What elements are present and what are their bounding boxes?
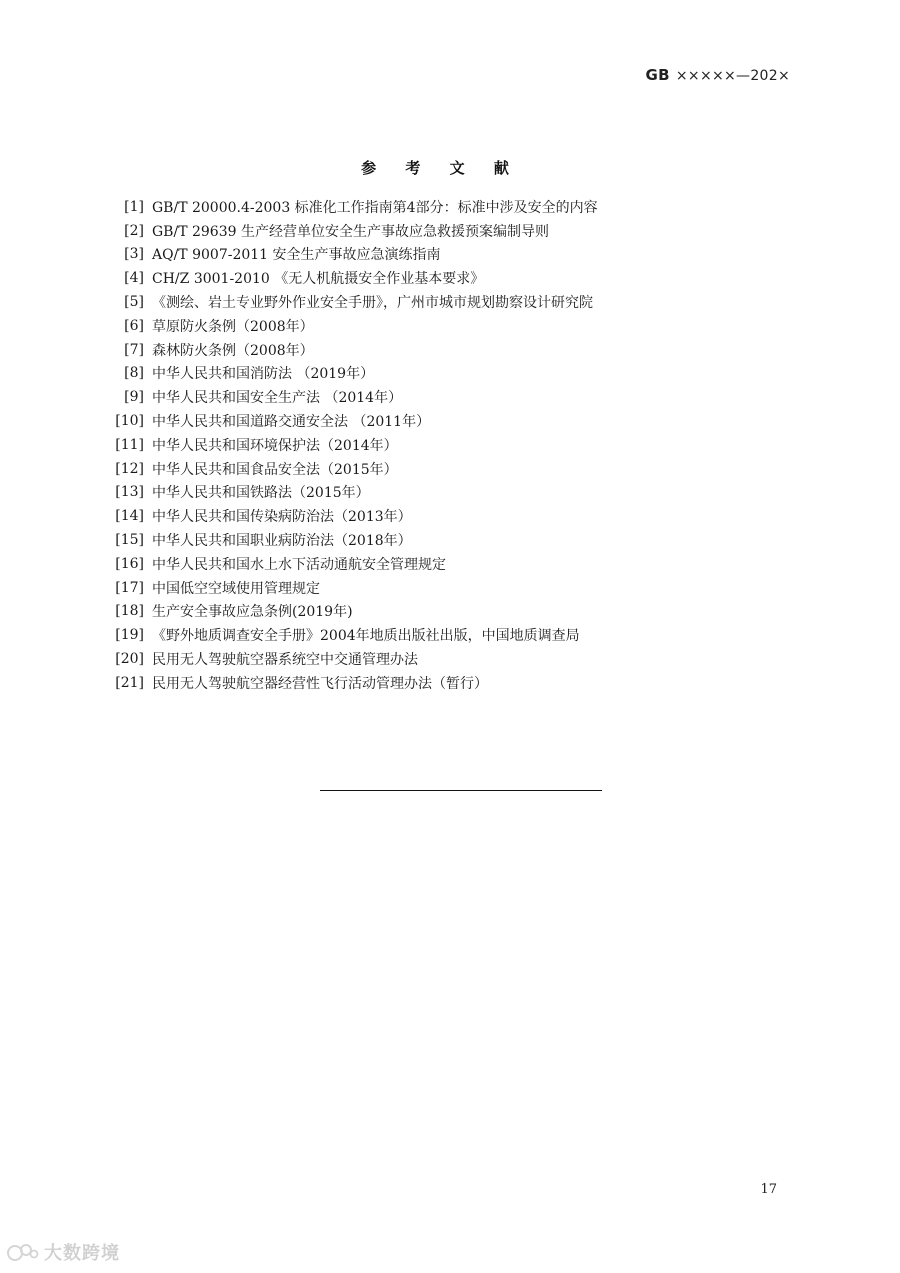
reference-text: 中华人民共和国水上水下活动通航安全管理规定 xyxy=(152,556,446,573)
reference-number: [9] xyxy=(124,389,144,406)
reference-text: 中华人民共和国铁路法（2015年） xyxy=(152,485,370,502)
reference-item xyxy=(102,362,598,386)
reference-item xyxy=(102,576,598,600)
end-rule xyxy=(320,790,602,791)
reference-item xyxy=(102,338,598,362)
reference-item xyxy=(102,290,598,314)
reference-item xyxy=(102,409,598,433)
reference-item xyxy=(102,504,598,528)
reference-item xyxy=(102,385,598,409)
reference-text: 生产安全事故应急条例(2019年) xyxy=(152,604,353,621)
reference-number: [5] xyxy=(124,294,144,311)
reference-text: 中华人民共和国消防法 （2019年） xyxy=(152,366,375,383)
reference-number: [3] xyxy=(124,246,144,263)
reference-text: 《测绘、岩土专业野外作业安全手册》，广州市城市规划勘察设计研究院 xyxy=(152,295,593,312)
reference-item xyxy=(102,433,598,457)
reference-text: 森林防火条例（2008年） xyxy=(152,342,314,359)
watermark-text: 大数跨境 xyxy=(44,1243,120,1264)
reference-text: 民用无人驾驶航空器经营性飞行活动管理办法（暂行） xyxy=(152,675,488,692)
reference-text: 中华人民共和国安全生产法 （2014年） xyxy=(152,390,403,407)
reference-item xyxy=(102,457,598,481)
reference-number: [1] xyxy=(124,198,144,215)
reference-number: [19] xyxy=(115,627,144,644)
reference-number: [17] xyxy=(115,579,144,596)
standard-number: ×××××—202× xyxy=(675,68,790,84)
reference-text: CH/Z 3001-2010 《无人机航摄安全作业基本要求》 xyxy=(152,271,485,288)
reference-text: 中华人民共和国职业病防治法（2018年） xyxy=(152,533,412,550)
reference-number: [14] xyxy=(115,508,144,525)
reference-text: 《野外地质调查安全手册》2004年地质出版社出版，中国地质调查局 xyxy=(152,628,580,645)
watermark-logo-icon xyxy=(6,1241,40,1263)
reference-number: [7] xyxy=(124,341,144,358)
document-code xyxy=(646,66,790,84)
reference-text: GB/T 29639 生产经营单位安全生产事故应急救援预案编制导则 xyxy=(152,223,549,240)
reference-item xyxy=(102,314,598,338)
reference-list xyxy=(102,195,598,695)
page-number: 17 xyxy=(760,1182,777,1197)
reference-item xyxy=(102,481,598,505)
section-title: 参 考 文 献 xyxy=(361,159,521,177)
reference-number: [20] xyxy=(115,651,144,668)
reference-text: 草原防火条例（2008年） xyxy=(152,318,314,335)
reference-number: [4] xyxy=(124,270,144,287)
reference-item xyxy=(102,243,598,267)
reference-text: 中华人民共和国道路交通安全法 （2011年） xyxy=(152,414,431,431)
reference-number: [21] xyxy=(115,674,144,691)
reference-text: 中华人民共和国环境保护法（2014年） xyxy=(152,437,398,454)
watermark xyxy=(6,1239,120,1265)
reference-number: [6] xyxy=(124,317,144,334)
reference-item xyxy=(102,266,598,290)
reference-item xyxy=(102,195,598,219)
reference-number: [13] xyxy=(115,484,144,501)
reference-item xyxy=(102,528,598,552)
reference-number: [16] xyxy=(115,555,144,572)
gb-prefix: GB xyxy=(645,66,670,84)
reference-number: [12] xyxy=(115,460,144,477)
reference-item xyxy=(102,600,598,624)
reference-item xyxy=(102,647,598,671)
reference-text: 中华人民共和国食品安全法（2015年） xyxy=(152,461,398,478)
reference-text: 民用无人驾驶航空器系统空中交通管理办法 xyxy=(152,652,418,669)
reference-item xyxy=(102,552,598,576)
reference-number: [2] xyxy=(124,222,144,239)
reference-text: GB/T 20000.4-2003 标准化工作指南第4部分：标准中涉及安全的内容 xyxy=(152,199,598,216)
reference-text: 中国低空空域使用管理规定 xyxy=(152,580,320,597)
reference-number: [15] xyxy=(115,532,144,549)
reference-number: [8] xyxy=(124,365,144,382)
reference-number: [18] xyxy=(115,603,144,620)
reference-text: 中华人民共和国传染病防治法（2013年） xyxy=(152,509,412,526)
reference-item xyxy=(102,671,598,695)
reference-number: [11] xyxy=(115,436,144,453)
reference-number: [10] xyxy=(115,413,144,430)
reference-text: AQ/T 9007-2011 安全生产事故应急演练指南 xyxy=(152,247,441,264)
reference-item xyxy=(102,623,598,647)
reference-item xyxy=(102,219,598,243)
